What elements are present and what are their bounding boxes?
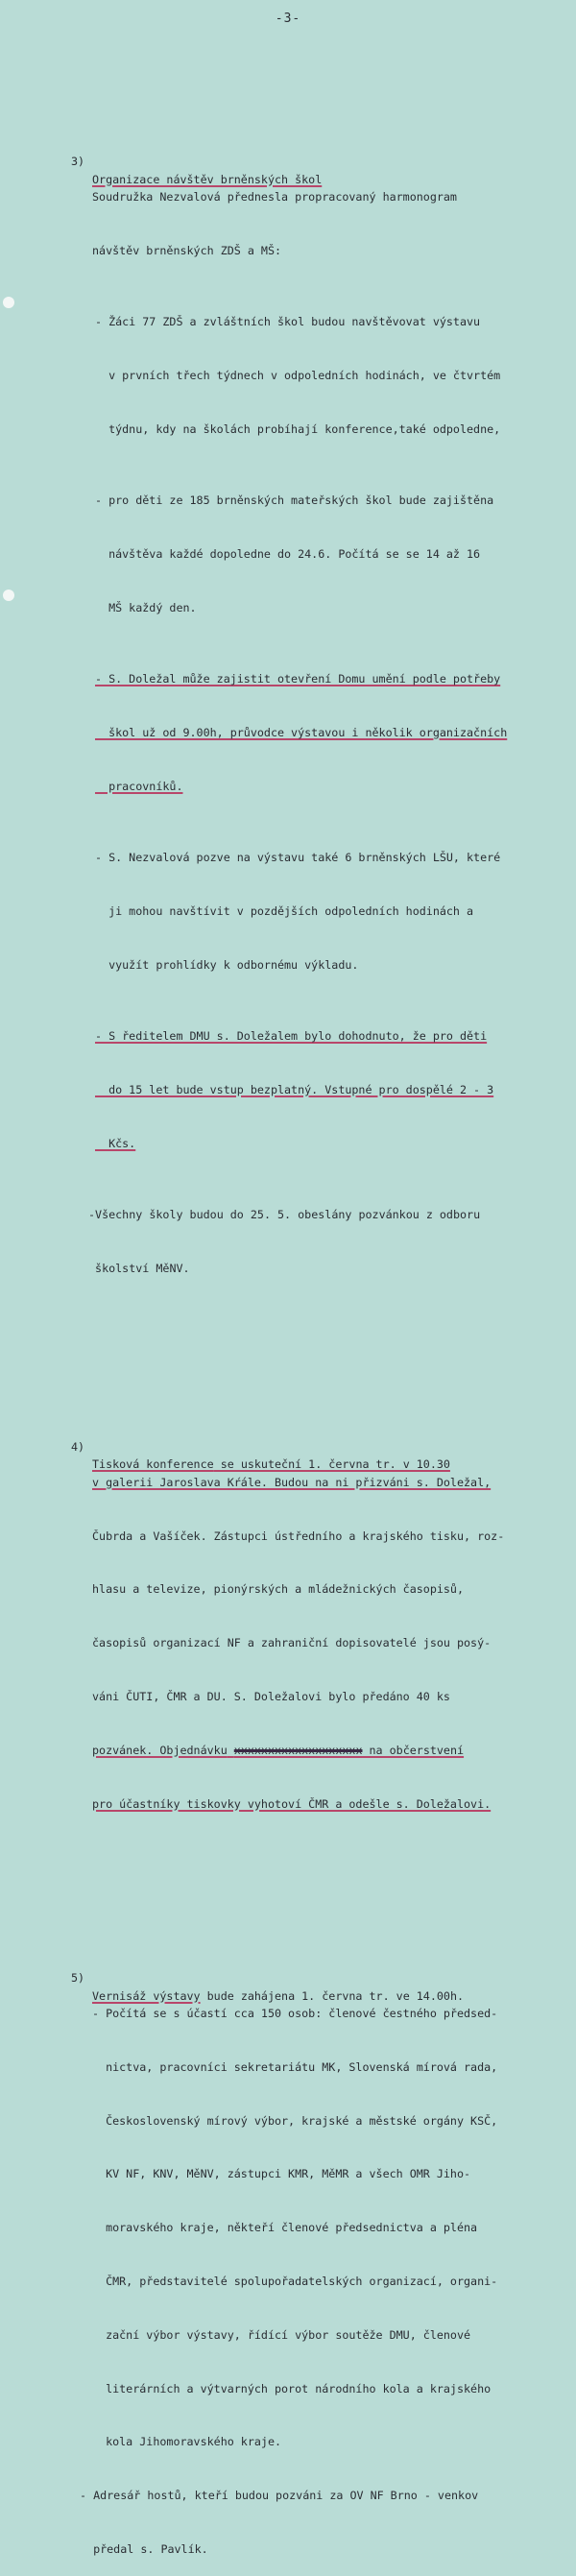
bullet-line: literárních a výtvarných porot národního kola a krajského [92,2381,492,2395]
bullet-line: Kčs. [95,1136,136,1150]
section-number: 3) [71,154,85,168]
bullet-line: - pro děti ze 185 brněnských mateřských škol bude zajištěna [95,494,494,508]
text-line: Čubrda a Vašíček. Zástupci ústředního a krajského tisku, roz- [92,1529,505,1543]
text-line: bude zahájena 1. června tr. ve 14.00h. [200,1988,465,2003]
bullet-line: kola Jihomoravského kraje. [92,2435,282,2449]
section-number: 4) [71,1439,85,1454]
text-line: časopisů organizací NF a zahraniční dopisovatelé jsou posý- [92,1636,492,1650]
bullet-line: - S ředitelem DMU s. Doležalem bylo dohodnuto, že pro děti [95,1029,488,1044]
bullet-line: týdnu, kdy na školách probíhají konference,také odpoledne, [95,421,501,436]
section-heading [0,1420,576,1472]
text-line: pro účastníky tiskovky vyhotoví ČMR a odešle s. Doležalovi. [92,1796,492,1811]
bullet-line: ji mohou navštívit v pozdějších odpoledních hodinách a [95,903,474,918]
section-title: Organizace návštěv brněnských škol [92,172,323,186]
text-line: pozvánek. Objednávku [92,1743,228,1757]
bullet-line: - Počítá se s účastí cca 150 osob: členové čestného předsed- [92,2007,498,2021]
bullet-line: návštěva každé dopoledne do 24.6. Počítá se se 14 až 16 [95,547,481,562]
bullet-line: v prvních třech týdnech v odpoledních hodinách, ve čtvrtém [95,369,501,383]
section-title: Tisková konference [92,1457,214,1472]
section-title: Vernisáž výstavy [92,1988,201,2003]
bullet-line: předal s. Pavlík. [80,2541,208,2556]
bullet-line: KV NF, KNV, MěNV, zástupci KMR, MěMR a všech OMR Jiho- [92,2167,471,2181]
document-body [0,63,576,2576]
bullet-line: Československý mírový výbor, krajské a městské orgány KSČ, [92,2113,498,2128]
text-line: se uskuteční 1. června tr. v 10.30 [213,1457,450,1472]
bullet-line: pracovníků. [95,779,183,793]
text-line: váni ČUTI, ČMR a DU. S. Doležalovi bylo předáno 40 ks [92,1690,450,1704]
section-heading [0,1951,576,2003]
bullet-line: škol už od 9.00h, průvodce výstavou i několik organizačních [95,725,508,739]
bullet-line: zační výbor výstavy, řídící výbor soutěže DMU, členové [92,2327,471,2342]
bullet-line: moravského kraje, někteří členové předsednictva a pléna [92,2221,478,2235]
bullet-line: ČMR, představitelé spolupořadatelských organizací, organi- [92,2275,498,2289]
page-number: -3- [275,12,301,26]
bullet-line: -Všechny školy budou do 25. 5. obeslány pozvánkou z odboru [88,1208,481,1221]
bullet-line: do 15 let bude vstup bezplatný. Vstupné pro dospělé 2 - 3 [95,1082,494,1096]
bullet-line: - S. Nezvalová pozve na výstavu také 6 brněnských LŠU, které [95,851,501,865]
bullet-line: - Žáci 77 ZDŠ a zvláštních škol budou navštěvovat výstavu [95,315,481,329]
text-line: Soudružka Nezvalová přednesla propracovaný harmonogram [92,190,457,205]
bullet-line: - S. Doležal může zajistit otevření Domu umění podle potřeby [95,672,501,686]
section-number: 5) [71,1970,85,1985]
section-heading [0,134,576,186]
struck-out-text: xxxxxxxxxxxxxxxxxxx [233,1743,363,1757]
text-line: v galerii Jaroslava Kŕále. Budou na ni přizváni s. Doležal, [92,1475,492,1489]
text-line: návštěv brněnských ZDŠ a MŠ: [92,243,282,257]
bullet-line: využít prohlídky k odbornému výkladu. [95,957,359,972]
bullet-line: školství MěNV. [88,1261,190,1275]
text-line: hlasu a televize, pionýrských a mládežnických časopisů, [92,1582,465,1597]
bullet-line: MŠ každý den. [95,600,197,614]
text-line: na občerstvení [362,1743,465,1757]
bullet-line: - Adresář hostů, kteří budou pozváni za OV NF Brno - venkov [80,2489,479,2503]
bullet-line: nictva, pracovníci sekretariátu MK, Slovenská mírová rada, [92,2059,498,2074]
